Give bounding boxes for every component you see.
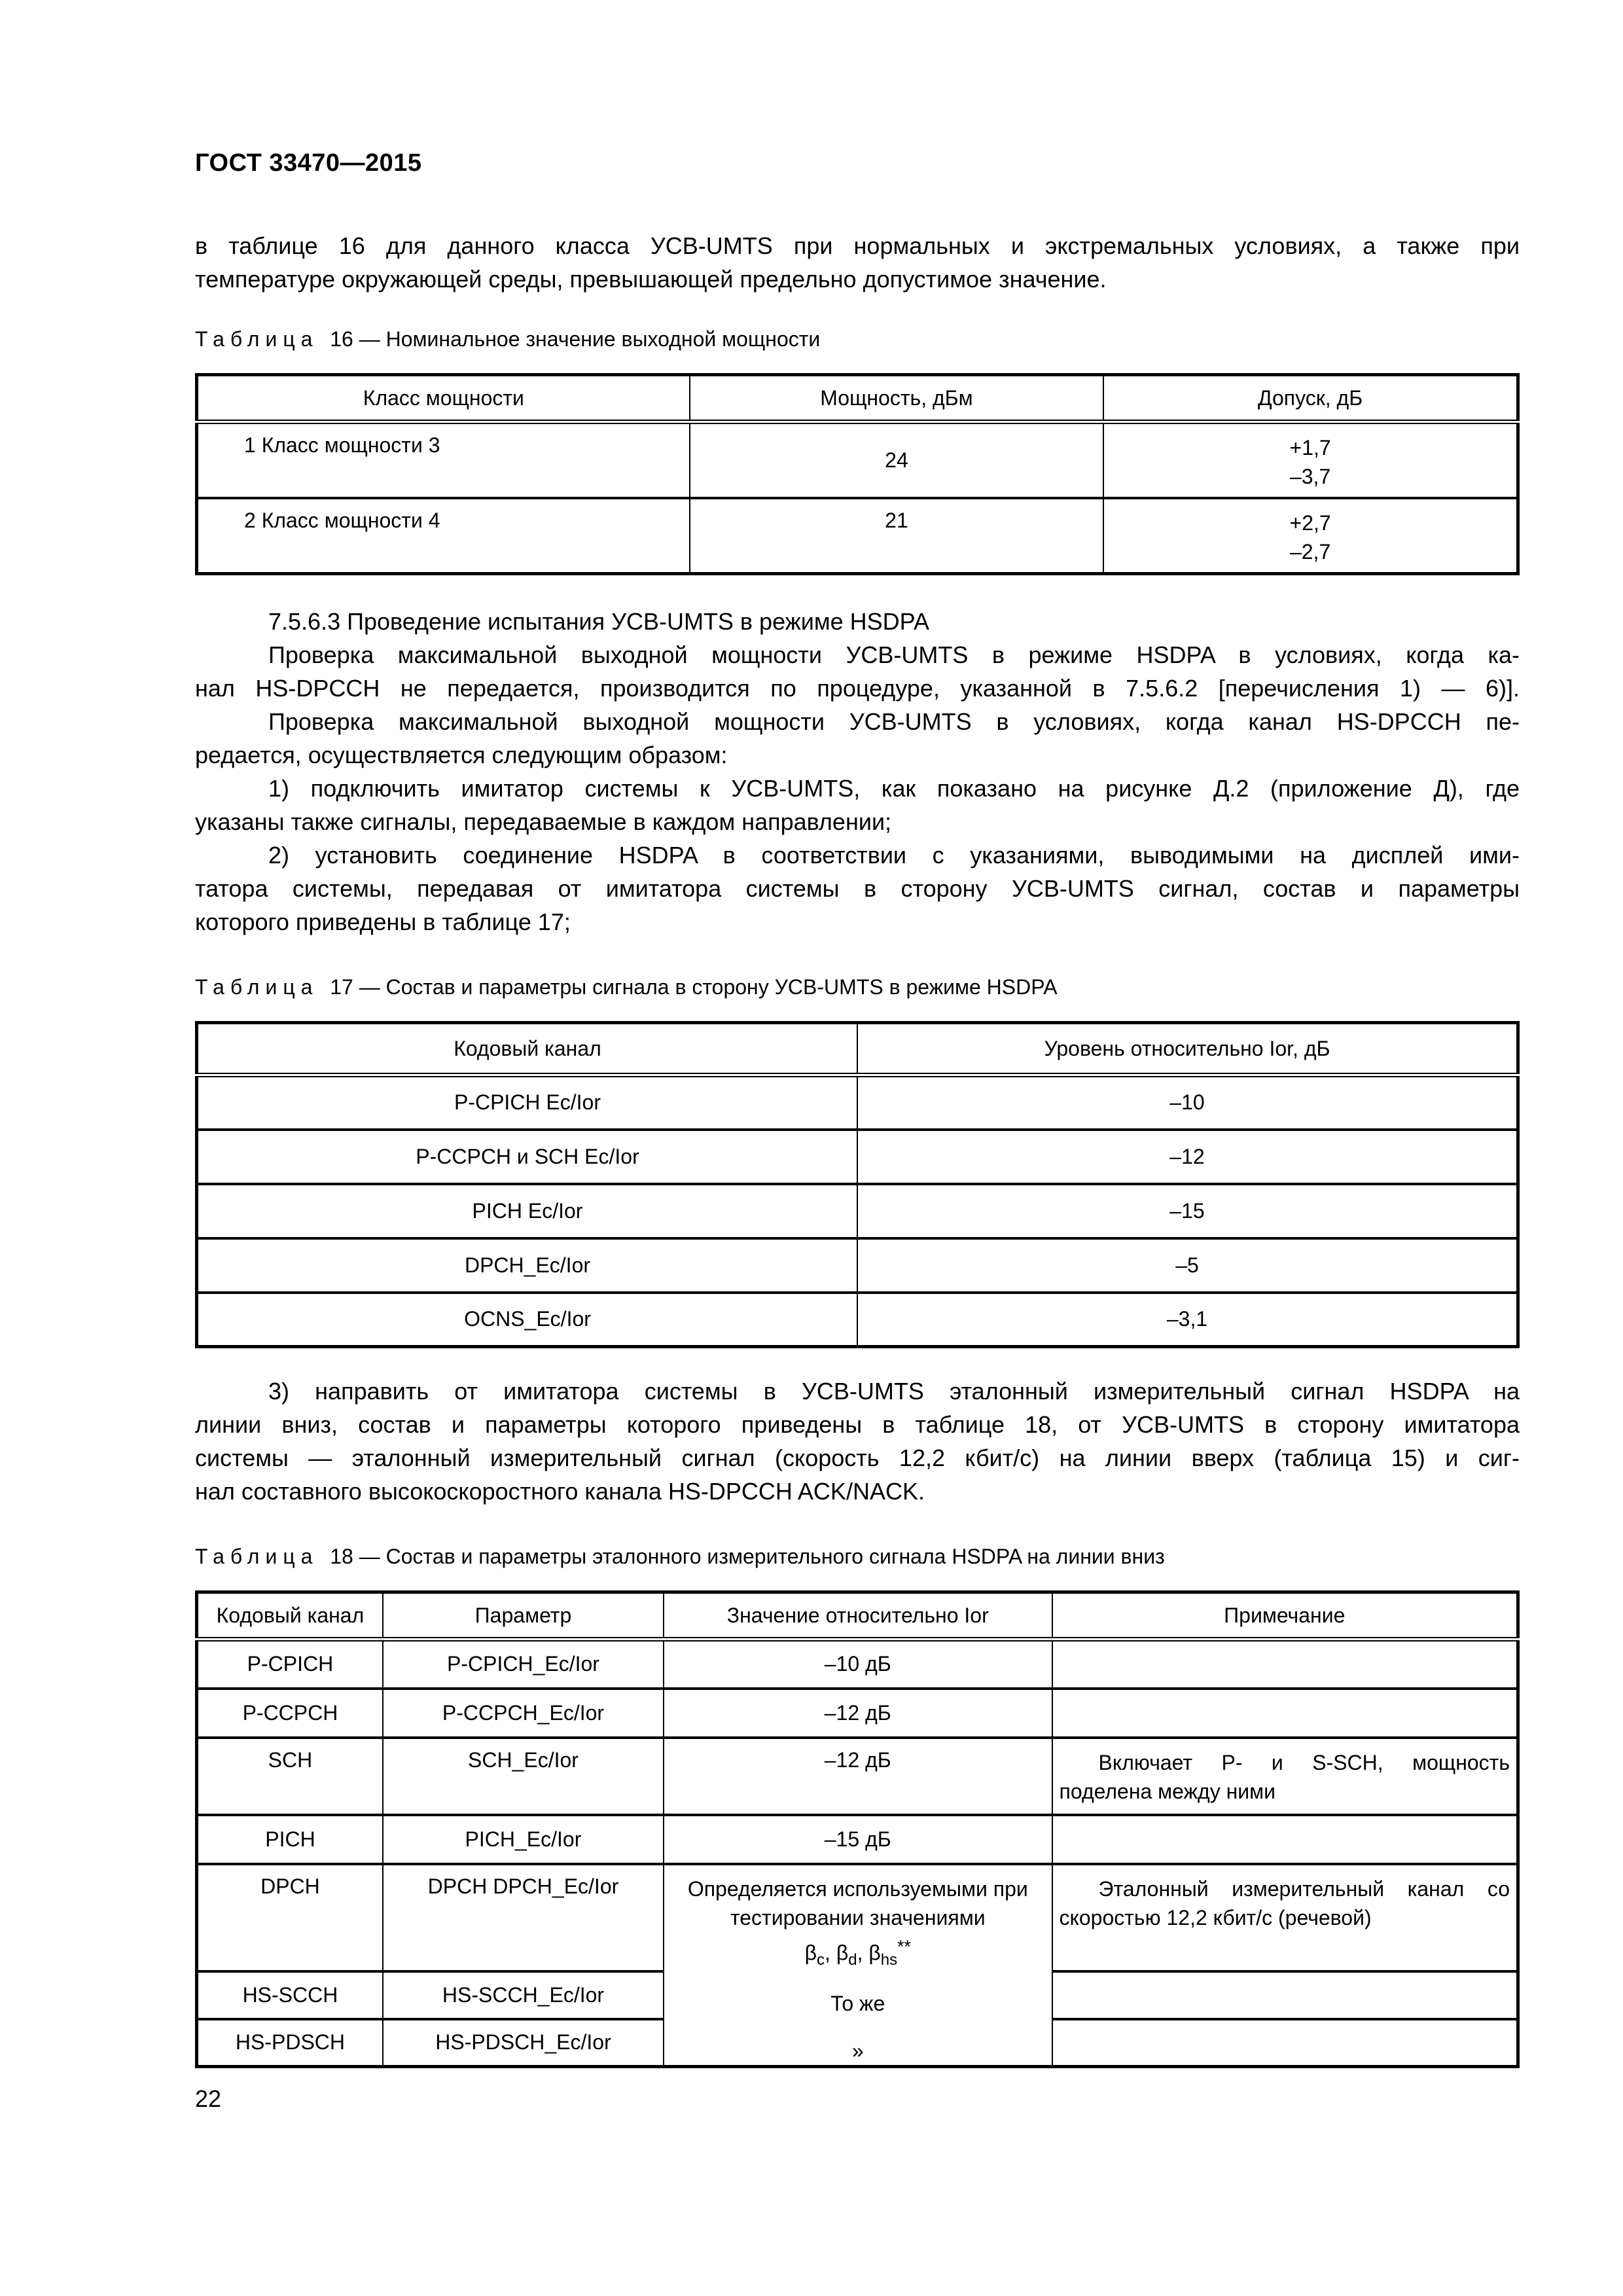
table18-header-parameter: Параметр (383, 1592, 664, 1640)
parameter-cell: PICH_Ec/Ior (383, 1815, 664, 1864)
caption-text: 18 — Состав и параметры эталонного измерительного сигнала HSDPA на линии вниз (330, 1545, 1165, 1568)
level-cell: –3,1 (857, 1293, 1518, 1347)
power-cell: 21 (690, 498, 1103, 574)
parameter-cell: P-CPICH_Ec/Ior (383, 1640, 664, 1689)
level-cell: –10 (857, 1075, 1518, 1130)
channel-cell: P-CPICH Ec/Ior (197, 1075, 857, 1130)
table16-header-tolerance: Допуск, дБ (1103, 375, 1518, 422)
note-cell (1052, 1815, 1518, 1864)
table-row (197, 1184, 1518, 1238)
caption-text: 17 — Состав и параметры сигнала в сторону УСВ-UMTS в режиме HSDPA (330, 975, 1058, 999)
power-cell: 24 (690, 422, 1103, 498)
value-cell: –10 дБ (664, 1640, 1052, 1689)
section-7563 (195, 605, 1520, 939)
channel-cell: DPCH (197, 1864, 383, 1971)
step3-paragraph (195, 1374, 1520, 1508)
table16-header-class: Класс мощности (197, 375, 690, 422)
section-line: которого приведены в таблице 17; (195, 908, 571, 935)
parameter-cell: DPCH DPCH_Ec/Ior (383, 1864, 664, 1971)
caption-label: Таблица (195, 975, 319, 999)
table-row (197, 1075, 1518, 1130)
channel-cell: SCH (197, 1738, 383, 1815)
table-row (197, 1864, 1518, 1971)
parameter-cell: SCH_Ec/Ior (383, 1738, 664, 1815)
tolerance-plus: +1,7 (1289, 436, 1331, 459)
power-class-cell: 1 Класс мощности 3 (197, 422, 690, 498)
parameter-cell: HS-SCCH_Ec/Ior (383, 1971, 664, 2019)
parameter-cell: P-CCPCH_Ec/Ior (383, 1689, 664, 1738)
table16 (195, 373, 1520, 575)
tolerance-minus: –2,7 (1289, 539, 1331, 564)
table-row (197, 1293, 1518, 1347)
table17 (195, 1021, 1520, 1348)
parameter-cell: HS-PDSCH_Ec/Ior (383, 2019, 664, 2067)
caption-text: 16 — Номинальное значение выходной мощности (330, 327, 821, 351)
table-row (197, 1130, 1518, 1184)
value-cell: –15 дБ (664, 1815, 1052, 1864)
channel-cell: PICH Ec/Ior (197, 1184, 857, 1238)
note-cell (1052, 2019, 1518, 2067)
channel-cell: OCNS_Ec/Ior (197, 1293, 857, 1347)
table-row (197, 1738, 1518, 1815)
caption-label: Таблица (195, 327, 319, 351)
channel-cell: HS-SCCH (197, 1971, 383, 2019)
tolerance-minus: –3,7 (1289, 465, 1331, 488)
tolerance-plus: +2,7 (1289, 511, 1331, 535)
note-cell: Включает P- и S-SCH, мощность поделена между ними (1052, 1738, 1518, 1815)
value-text: Определяется используемыми при тестировании значениями (687, 1876, 1028, 1929)
section-line: 7.5.6.3 Проведение испытания УСВ-UMTS в режиме HSDPA (268, 608, 930, 635)
table18-header-note: Примечание (1052, 1592, 1518, 1640)
section-line: татора системы, передавая от имитатора системы в сторону УСВ-UMTS сигнал, состав и параметры (195, 875, 1520, 902)
section-line: 1) подключить имитатор системы к УСВ-UMTS, как показано на рисунке Д.2 (приложение Д), где (268, 775, 1520, 802)
table17-header-level: Уровень относительно Ior, дБ (857, 1023, 1518, 1075)
intro-line: в таблице 16 для данного класса УСВ-UMTS при нормальных и экстремальных условиях, а также при (195, 232, 1520, 259)
level-cell: –5 (857, 1238, 1518, 1293)
level-cell: –15 (857, 1184, 1518, 1238)
channel-cell: P-CPICH (197, 1640, 383, 1689)
table18-caption (195, 1545, 1165, 1569)
note-cell: Эталонный измерительный канал со скоростью 12,2 кбит/с (речевой) (1052, 1864, 1518, 1971)
table16-caption (195, 327, 820, 351)
table-row (197, 1238, 1518, 1293)
channel-cell: DPCH_Ec/Ior (197, 1238, 857, 1293)
tolerance-cell (1103, 498, 1518, 574)
table16-header-power: Мощность, дБм (690, 375, 1103, 422)
step3-line: 3) направить от имитатора системы в УСВ-UMTS эталонный измерительный сигнал HSDPA на (268, 1378, 1520, 1405)
step3-line: линии вниз, состав и параметры которого приведены в таблице 18, от УСВ-UMTS в сторону имитатора (195, 1411, 1520, 1438)
channel-cell: P-CCPCH и SCH Ec/Ior (197, 1130, 857, 1184)
value-cell-merged (664, 1864, 1052, 2067)
page-number: 22 (195, 2085, 222, 2112)
intro-paragraph (195, 229, 1520, 296)
section-line: 2) установить соединение HSDPA в соответствии с указаниями, выводимыми на дисплей ими- (268, 842, 1520, 869)
section-line: нал HS-DPCCH не передается, производится по процедуре, указанной в 7.5.6.2 [перечисления 1) — 6)]. (195, 675, 1520, 702)
value-text: То же (830, 1991, 885, 2015)
level-cell: –12 (857, 1130, 1518, 1184)
table17-header-channel: Кодовый канал (197, 1023, 857, 1075)
caption-label: Таблица (195, 1545, 319, 1568)
intro-line: температуре окружающей среды, превышающей предельно допустимое значение. (195, 266, 1107, 293)
table18-header-value: Значение относительно Ior (664, 1592, 1052, 1640)
value-cell: –12 дБ (664, 1738, 1052, 1815)
value-text: » (851, 2038, 864, 2062)
value-cell: –12 дБ (664, 1689, 1052, 1738)
tolerance-cell (1103, 422, 1518, 498)
section-line: Проверка максимальной выходной мощности УСВ-UMTS в режиме HSDPA в условиях, когда ка- (268, 641, 1520, 668)
section-line: редается, осуществляется следующим образом: (195, 742, 728, 768)
note-cell (1052, 1689, 1518, 1738)
table-row (197, 1640, 1518, 1689)
table18-header-channel: Кодовый канал (197, 1592, 383, 1640)
table17-caption (195, 975, 1058, 999)
document-id-header: ГОСТ 33470—2015 (195, 149, 422, 177)
channel-cell: PICH (197, 1815, 383, 1864)
table-row (197, 498, 1518, 574)
table-row (197, 422, 1518, 498)
table-row (197, 1689, 1518, 1738)
channel-cell: HS-PDSCH (197, 2019, 383, 2067)
table-row (197, 1815, 1518, 1864)
power-class-cell: 2 Класс мощности 4 (197, 498, 690, 574)
section-line: указаны также сигналы, передаваемые в каждом направлении; (195, 808, 892, 835)
table18 (195, 1590, 1520, 2068)
beta-values: $\beta_c$, $\beta_d$, $\beta_{hs}^{**}$ (804, 1936, 911, 1969)
step3-line: системы — эталонный измерительный сигнал (скорость 12,2 кбит/с) на линии вверх (таблица 15) и сиг- (195, 1444, 1520, 1471)
step3-line: нал составного высокоскоростного канала HS-DPCCH ACK/NACK. (195, 1478, 925, 1505)
note-cell (1052, 1971, 1518, 2019)
section-line: Проверка максимальной выходной мощности УСВ-UMTS в условиях, когда канал HS-DPCCH пе- (268, 708, 1520, 735)
note-cell (1052, 1640, 1518, 1689)
channel-cell: P-CCPCH (197, 1689, 383, 1738)
